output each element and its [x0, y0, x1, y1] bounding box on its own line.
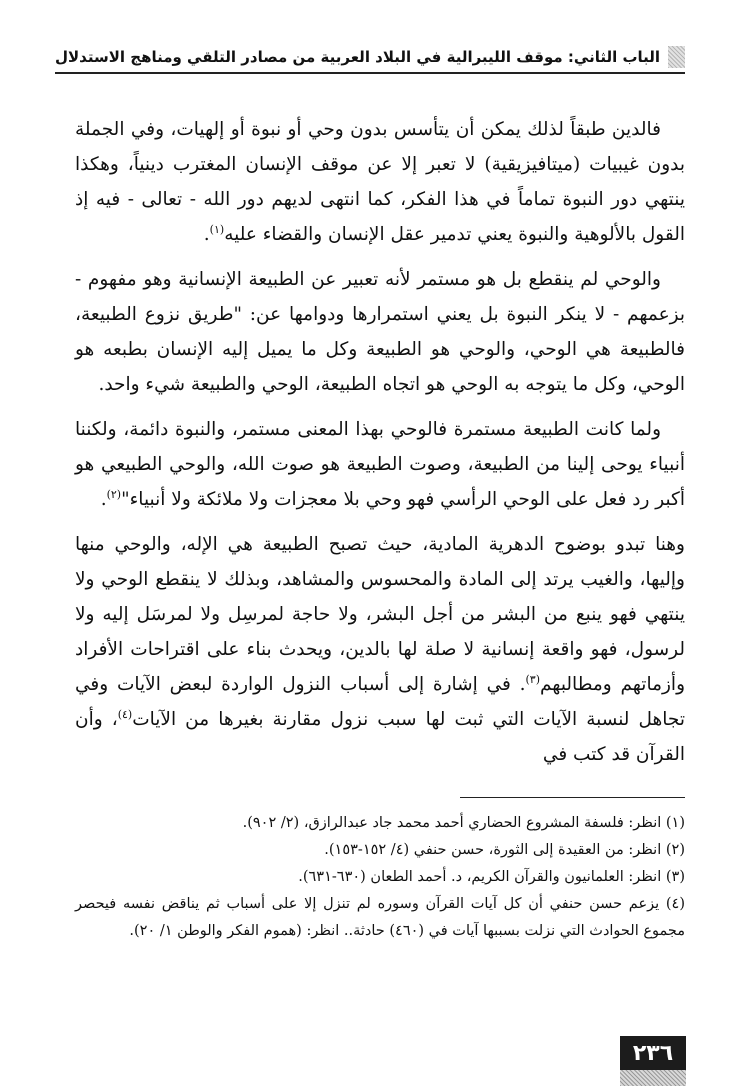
footnote: (٢) انظر: من العقيدة إلى الثورة، حسن حنفي (٤/ ١٥٢-١٥٣). [324, 842, 685, 858]
footnote: (١) انظر: فلسفة المشروع الحضاري أحمد محمد جاد عبدالرازق، (٢/ ٩٠٢). [242, 815, 685, 831]
footnote-ref: (٣) [525, 672, 540, 686]
body-text [75, 112, 685, 782]
page-number: ٢٣٦ [620, 1036, 686, 1070]
header-title: الباب الثاني: موقف الليبرالية في البلاد العربية من مصادر التلقي ومناهج الاستدلال [55, 48, 661, 66]
footnote: (٤) يزعم حسن حنفي أن كل آيات القرآن وسوره لم تنزل إلا على أسباب ثم يناقض نفسه فيحصر مجموع الحوادث التي نزلت بسببها آيات في (٤٦٠) حادثة.. انظر: (هموم الفكر والوطن ١/ ٢٠). [75, 896, 685, 939]
paragraph: فالدين طبقاً لذلك يمكن أن يتأسس بدون وحي أو نبوة أو إلهيات، وفي الجملة بدون غيبيات (ميتافيزيقية) لا تعبر إلا عن موقف الإنسان المغترب دينياً، وهكذا ينتهي دور النبوة تماماً في هذا الفكر، كما انتهى لديهم دور الله - تعالى - فيه إذ القول بالألوهية والنبوة يعني تدمير عقل الإنسان والقضاء عليه$^{(١)}$. [75, 119, 685, 245]
paragraph: والوحي لم ينقطع بل هو مستمر لأنه تعبير عن الطبيعة الإنسانية وهو مفهوم - بزعمهم - لا ينكر النبوة بل يعني استمرارها ودوامها عن: "طريق نزوع الطبيعة، فالطبيعة هي الوحي، والوحي هو الطبيعة وكل ما يميل إليه الإنسان بطبعه هو الوحي، وكل ما يتوجه به الوحي هو اتجاه الطبيعة، الوحي والطبيعة شيء واحد. [75, 269, 685, 395]
paragraph: وهنا تبدو بوضوح الدهرية المادية، حيث تصبح الطبيعة هي الإله، والوحي منها وإليها، والغيب يرتد إلى المادة والمحسوس والمشاهد، وبذلك لا ينقطع الوحي ولا ينتهي فهو ينبع من البشر من أجل البشر، ولا حاجة لمرسِل ولا لمرسَل إليه ولا لرسول، فهو واقعة إنسانية لا صلة لها بالدين، ويحدث بناء على اقتراحات الأفراد وأزماتهم ومطالبهم$^{(٣)}$. في إشارة إلى أسباب النزول الواردة لبعض الآيات وفي تجاهل لنسبة الآيات التي ثبت لها سبب نزول مقارنة بغيرها من الآيات$^{(٤)}$، وأن القرآن قد كتب في [75, 534, 686, 765]
footnote-ref: (٢) [106, 487, 122, 501]
header-ornament [668, 46, 685, 68]
footnote: (٣) انظر: العلمانيون والقرآن الكريم، د. أحمد الطعان (٦٣٠-٦٣١). [298, 869, 685, 885]
paragraph: ولما كانت الطبيعة مستمرة فالوحي بهذا المعنى مستمر، والنبوة دائمة، ولكننا أنبياء يوحى إلينا من الطبيعة، وصوت الطبيعة هو صوت الله، والوحي الطبيعي هو أكبر رد فعل على الوحي الرأسي فهو وحي بلا معجزات ولا ملائكة ولا أنبياء"$^{(٢)}$. [75, 419, 685, 510]
footnotes [75, 810, 685, 945]
footnote-ref: (٤) [117, 707, 133, 721]
corner-ornament [620, 1070, 686, 1086]
footnote-ref: (١) [209, 222, 225, 236]
footnote-divider [460, 797, 685, 798]
running-header [55, 42, 685, 74]
